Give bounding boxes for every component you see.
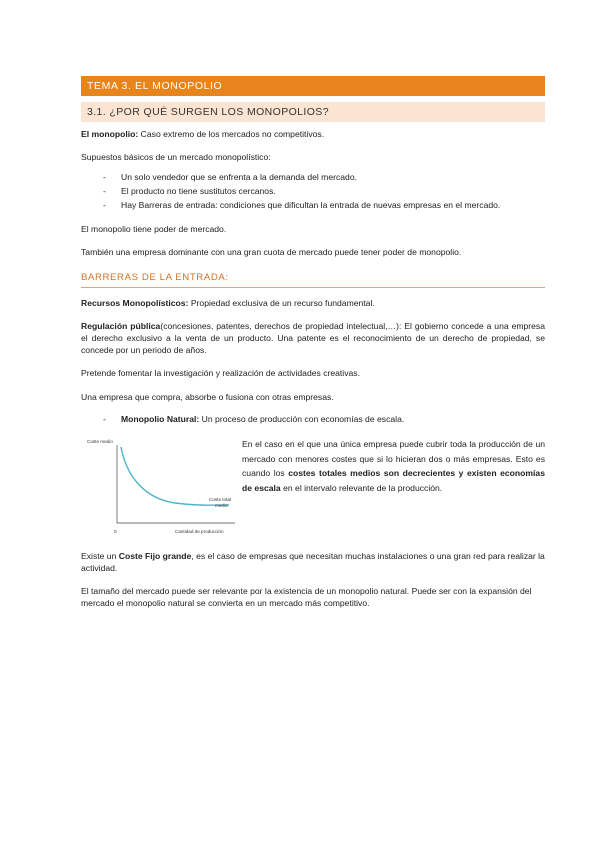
regulation-paragraph: Regulación pública(concesiones, patentes, derechos de propiedad intelectual,…): El gobierno concede a una empresa el derecho exclusivo a la venta de un producto. Una patente es el reconocimiento de un derecho de propiedad, se concede por un periodo de años. <box>81 320 546 356</box>
list-item: - Un solo vendedor que se enfrenta a la demanda del mercado. <box>81 171 545 185</box>
topic-title: TEMA 3. EL MONOPOLIO <box>81 76 545 96</box>
fixed-cost-term: Coste Fijo grande <box>118 550 192 561</box>
dominant-firm-text: También una empresa dominante con una gran cuota de mercado puede tener poder de monopolio. <box>81 247 462 258</box>
y-axis-label: Coste medio <box>87 438 113 444</box>
natural-monopoly-term: Monopolio Natural: <box>121 413 200 424</box>
dash-bullet: - <box>103 186 106 196</box>
list-item: - Hay Barreras de entrada: condiciones que dificultan la entrada de nuevas empresas en el mercado. <box>81 199 545 213</box>
average-cost-chart <box>85 435 235 539</box>
dash-bullet: - <box>103 172 106 183</box>
definition-text: Caso extremo de los mercados no competitivos. <box>138 129 325 139</box>
curve-label: medio <box>215 502 228 508</box>
fixed-cost-paragraph: Existe un Coste Fijo grande, es el caso de empresas que necesitan muchas instalaciones o una gran red para realizar la actividad. <box>81 550 545 574</box>
x-axis-label: Cantidad de producción <box>175 528 224 534</box>
natural-monopoly-item: - Monopolio Natural: Un proceso de producción con economías de escala. <box>103 413 405 424</box>
barriers-heading: BARRERAS DE LA ENTRADA: <box>81 271 545 288</box>
resources-term: Recursos Monopolísticos: <box>81 297 189 308</box>
curve-label: Coste total <box>209 496 231 502</box>
dash-bullet: - <box>103 199 106 210</box>
assumptions-intro: Supuestos básicos de un mercado monopolístico: <box>81 152 271 163</box>
document-page <box>81 76 545 610</box>
regulation-term: Regulación pública <box>81 320 161 331</box>
market-size-paragraph: El tamaño del mercado puede ser relevante por la existencia de un monopolio natural. Puede ser con la expansión del mercado el monopolio natural se convierta en un mercado más competitivo. <box>81 586 532 609</box>
merger-text: Una empresa que compra, absorbe o fusiona con otras empresas. <box>81 391 334 402</box>
definition-paragraph <box>81 128 545 140</box>
market-power-text: El monopolio tiene poder de mercado. <box>81 224 227 235</box>
explanation-bold: costes totales medios son decrecientes y existen economías de escala <box>242 468 545 494</box>
figure-block <box>81 435 545 539</box>
resources-paragraph: Recursos Monopolísticos: Propiedad exclusiva de un recurso fundamental. <box>81 297 375 308</box>
natural-monopoly-explanation: En el caso en el que una única empresa puede cubrir toda la producción de un mercado con menores costes que si lo hicieran dos o más empresas. Esto es cuando los costes totales medios son decrecientes y existen economías de escala en el intervalo relevante de la producción. <box>242 438 545 494</box>
assumptions-list <box>81 171 545 212</box>
section-title: 3.1. ¿POR QUÉ SURGEN LOS MONOPOLIOS? <box>81 102 545 122</box>
definition-term: El monopolio: <box>81 129 139 139</box>
dash-bullet: - <box>103 413 106 424</box>
research-text: Pretende fomentar la investigación y realización de actividades creativas. <box>81 368 360 379</box>
origin-label: 0 <box>114 528 117 534</box>
list-item: - El producto no tiene sustitutos cercanos. <box>81 185 545 199</box>
